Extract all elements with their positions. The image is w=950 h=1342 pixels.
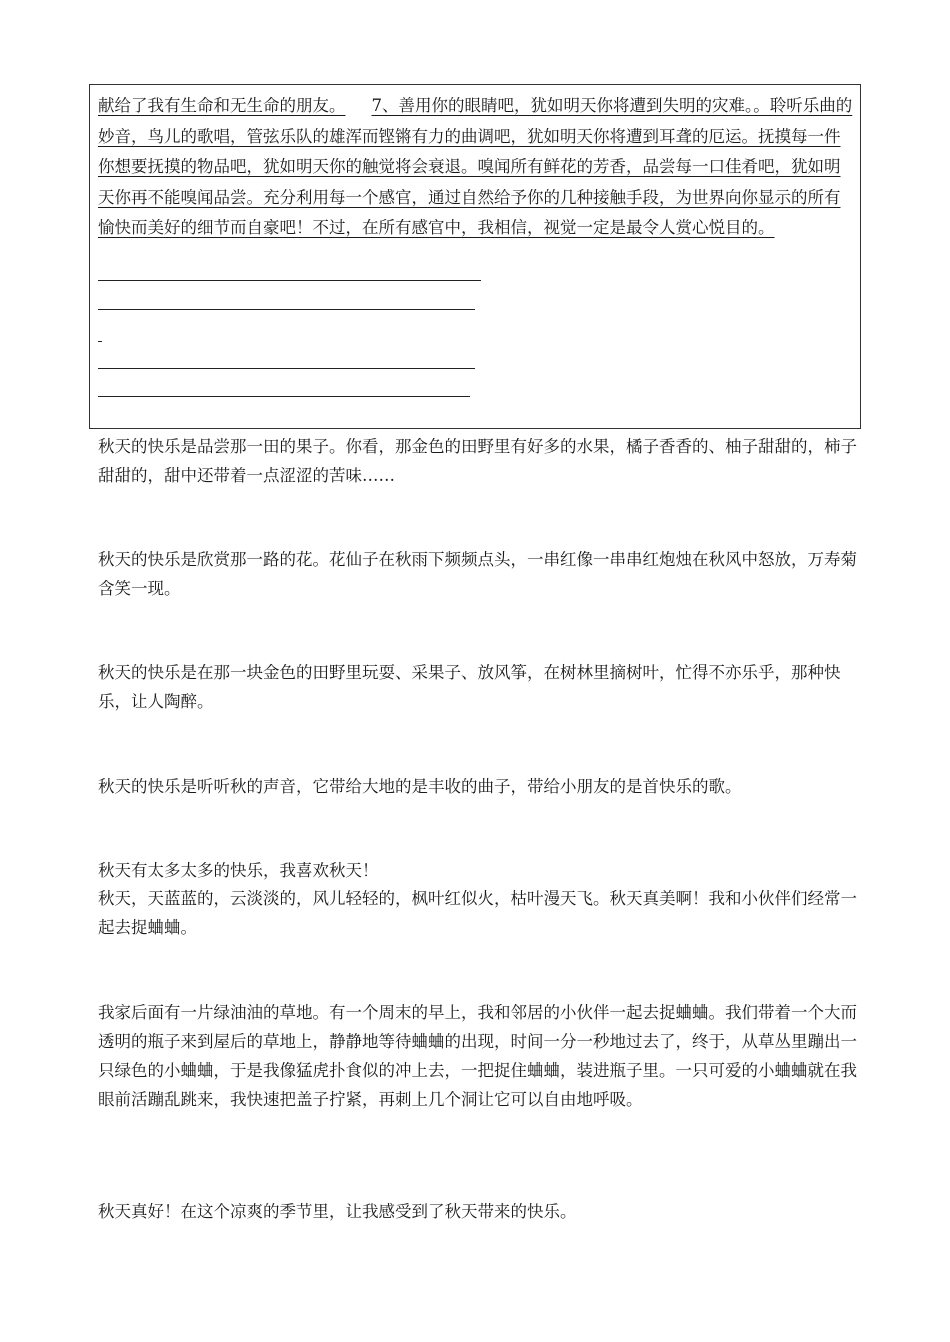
answer-blank-line-2 <box>98 309 475 310</box>
paragraph-conclusion: 秋天真好！在这个凉爽的季节里，让我感受到了秋天带来的快乐。 <box>98 1202 577 1221</box>
quoted-passage-box <box>89 84 861 429</box>
quoted-passage <box>98 91 854 244</box>
paragraph-fields: 秋天的快乐是在那一块金色的田野里玩耍、采果子、放风筝，在树林里摘树叶，忙得不亦乐乎，那种快乐，让人陶醉。 <box>98 663 841 711</box>
paragraph-flowers: 秋天的快乐是欣赏那一路的花。花仙子在秋雨下频频点头，一串红像一串串红炮烛在秋风中怒放，万寿菊含笑一现。 <box>98 550 857 598</box>
passage-segment-1: 献给了我有生命和无生命的朋友。 <box>98 96 346 115</box>
paragraph-fruits: 秋天的快乐是品尝那一田的果子。你看，那金色的田野里有好多的水果，橘子香香的、柚子甜甜的，柿子甜甜的，甜中还带着一点涩涩的苦味…… <box>98 437 857 485</box>
paragraph-cricket-story: 我家后面有一片绿油油的草地。有一个周末的早上，我和邻居的小伙伴一起去捉蛐蛐。我们带着一个大而透明的瓶子来到屋后的草地上，静静地等待蛐蛐的出现，时间一分一秒地过去了，终于，从草丛里蹦出一只绿色的小蛐蛐，于是我像猛虎扑食似的冲上去，一把捉住蛐蛐，装进瓶子里。一只可爱的小蛐蛐就在我眼前活蹦乱跳来，我快速把盖子拧紧，再刺上几个洞让它可以自由地呼吸。 <box>98 1003 857 1109</box>
answer-blank-mark <box>98 341 102 342</box>
paragraph-love-autumn: 秋天有太多太多的快乐，我喜欢秋天！ <box>98 861 379 880</box>
paragraph-autumn-sky: 秋天，天蓝蓝的，云淡淡的，风儿轻轻的，枫叶红似火，枯叶漫天飞。秋天真美啊！我和小伙伴们经常一起去捉蛐蛐。 <box>98 889 857 937</box>
passage-segment-2: 7、善用你的眼睛吧，犹如明天你将遭到失明的灾难。。聆听乐曲的妙音，鸟儿的歌唱，管弦乐队的雄浑而铿锵有力的曲调吧，犹如明天你将遭到耳聋的厄运。抚摸每一件你想要抚摸的物品吧，犹如明天你的触觉将会衰退。嗅闻所有鲜花的芳香，品尝每一口佳肴吧，犹如明天你再不能嗅闻品尝。充分利用每一个感官，通过自然给予你的几种接触手段，为世界向你显示的所有愉快而美好的细节而自豪吧！不过，在所有感官中，我相信，视觉一定是最令人赏心悦目的。 <box>98 96 853 237</box>
paragraph-sounds: 秋天的快乐是听听秋的声音，它带给大地的是丰收的曲子，带给小朋友的是首快乐的歌。 <box>98 777 742 796</box>
answer-blank-line-4 <box>98 396 470 397</box>
answer-blank-line-3 <box>98 368 475 369</box>
answer-blank-line-1 <box>98 280 481 281</box>
